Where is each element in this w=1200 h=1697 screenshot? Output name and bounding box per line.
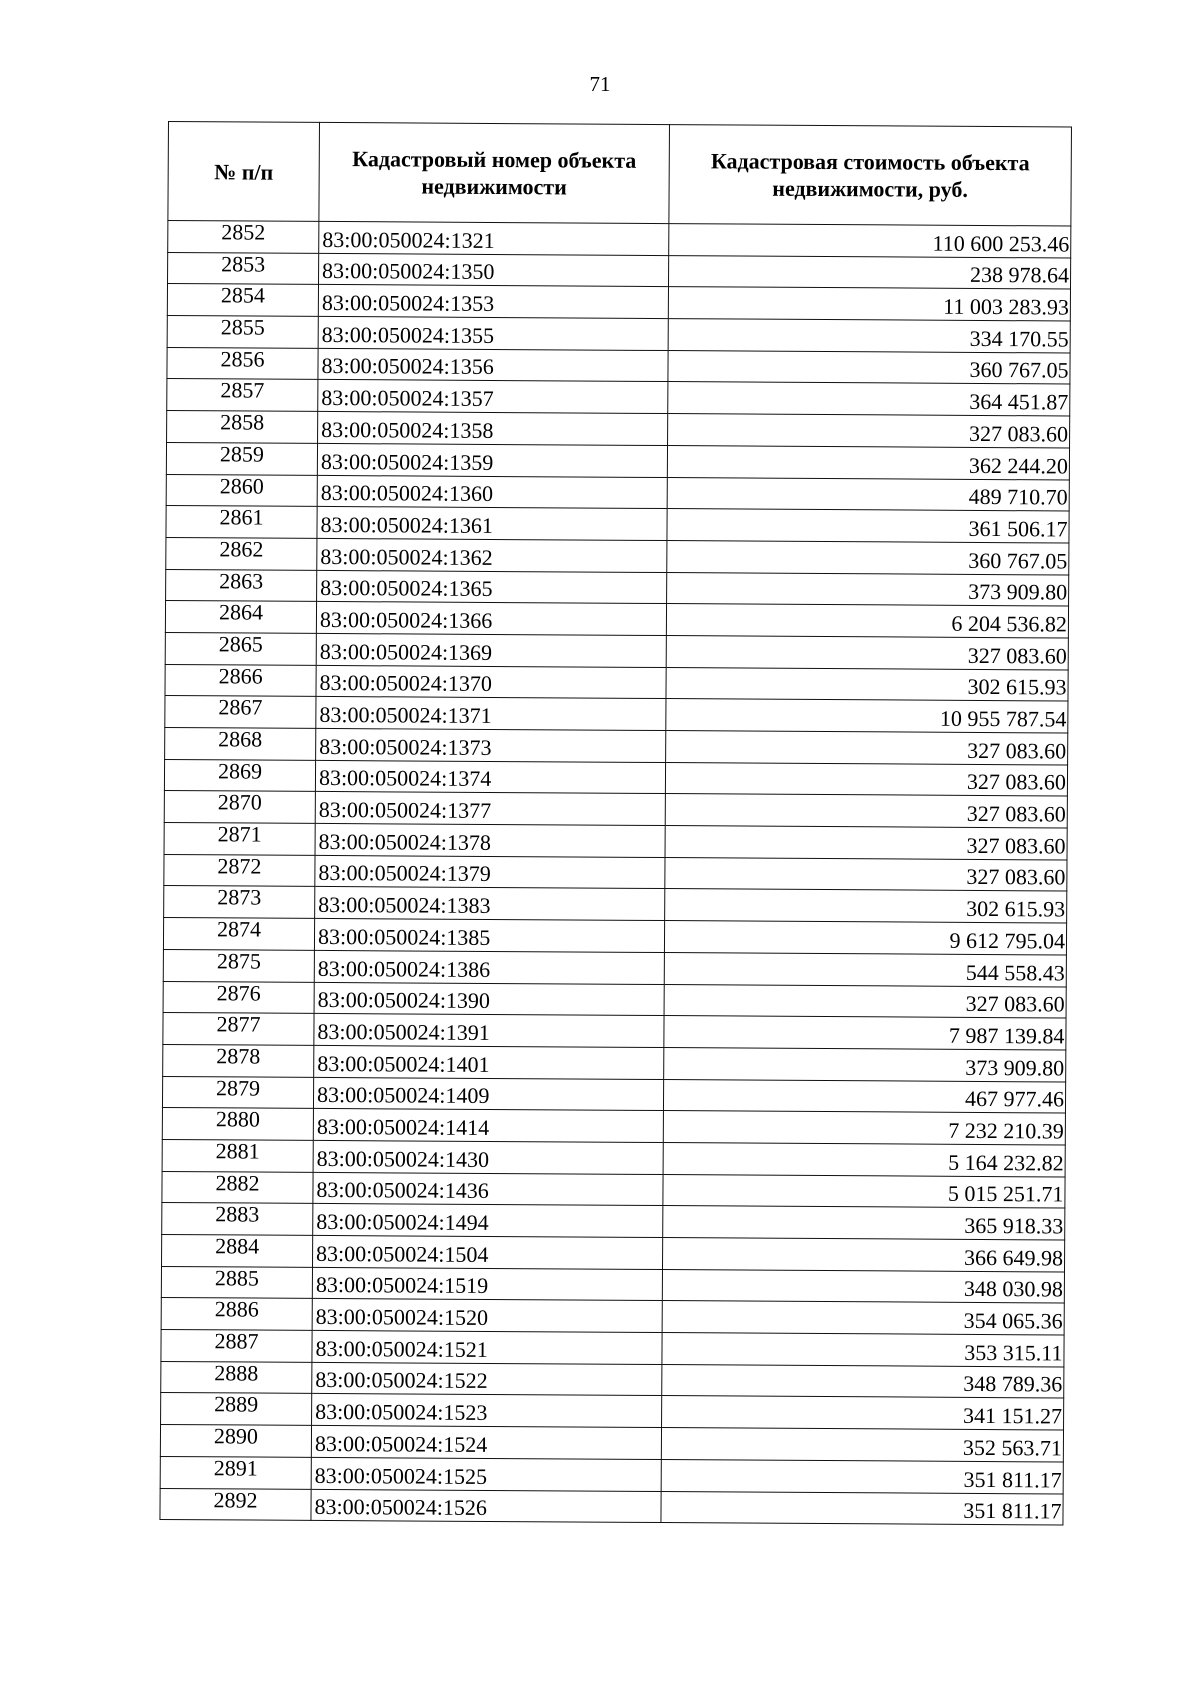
row-number-cell: 2854 [167, 284, 318, 317]
cadastral-number-cell: 83:00:050024:1525 [311, 1457, 661, 1491]
cadastral-value-cell: 352 563.71 [661, 1428, 1063, 1462]
row-number-cell: 2885 [161, 1266, 312, 1299]
row-number-cell: 2869 [164, 759, 315, 792]
row-number-cell: 2883 [162, 1203, 313, 1236]
cadastral-number-cell: 83:00:050024:1379 [315, 855, 665, 889]
cadastral-number-cell: 83:00:050024:1430 [313, 1140, 663, 1174]
cadastral-value-cell: 327 083.60 [665, 826, 1067, 860]
cadastral-value-cell: 327 083.60 [666, 731, 1068, 765]
row-number-cell: 2853 [168, 252, 319, 285]
row-number-cell: 2852 [168, 221, 319, 254]
row-number-cell: 2856 [167, 347, 318, 380]
cadastral-number-cell: 83:00:050024:1401 [314, 1045, 664, 1079]
cadastral-value-cell: 334 170.55 [668, 319, 1070, 353]
cadastral-number-cell: 83:00:050024:1358 [318, 412, 668, 446]
row-number-cell: 2860 [166, 474, 317, 507]
cadastral-number-cell: 83:00:050024:1359 [317, 443, 667, 477]
cadastral-number-cell: 83:00:050024:1362 [317, 538, 667, 572]
cadastral-number-cell: 83:00:050024:1386 [314, 950, 664, 984]
row-number-cell: 2875 [163, 949, 314, 982]
row-number-cell: 2877 [163, 1013, 314, 1046]
row-number-cell: 2891 [160, 1456, 311, 1489]
cadastral-number-cell: 83:00:050024:1374 [315, 760, 665, 794]
header-cadastral-value: Кадастровая стоимость объекта недвижимости, руб. [669, 125, 1072, 226]
cadastral-value-cell: 467 977.46 [663, 1079, 1065, 1113]
cadastral-value-cell: 327 083.60 [665, 857, 1067, 891]
cadastral-number-cell: 83:00:050024:1357 [318, 380, 668, 414]
row-number-cell: 2880 [162, 1108, 313, 1141]
row-number-cell: 2876 [163, 981, 314, 1014]
cadastral-number-cell: 83:00:050024:1378 [315, 823, 665, 857]
cadastral-value-cell: 353 315.11 [662, 1333, 1064, 1367]
cadastral-number-cell: 83:00:050024:1369 [316, 633, 666, 667]
cadastral-value-cell: 327 083.60 [665, 794, 1067, 828]
cadastral-number-cell: 83:00:050024:1523 [312, 1394, 662, 1428]
row-number-cell: 2866 [165, 664, 316, 697]
cadastral-number-cell: 83:00:050024:1520 [312, 1299, 662, 1333]
row-number-cell: 2858 [167, 411, 318, 444]
table-header [168, 122, 1072, 227]
table-row [160, 1488, 1063, 1525]
row-number-cell: 2863 [166, 569, 317, 602]
cadastral-value-cell: 302 615.93 [666, 667, 1068, 701]
row-number-cell: 2859 [166, 442, 317, 475]
cadastral-value-cell: 5 164 232.82 [663, 1142, 1065, 1176]
cadastral-value-cell: 351 811.17 [661, 1459, 1063, 1493]
row-number-cell: 2862 [166, 537, 317, 570]
cadastral-value-cell: 327 083.60 [668, 414, 1070, 448]
cadastral-value-cell: 362 244.20 [667, 445, 1069, 479]
cadastral-value-cell: 7 987 139.84 [664, 1016, 1066, 1050]
cadastral-value-cell: 11 003 283.93 [668, 287, 1070, 321]
cadastral-number-cell: 83:00:050024:1436 [313, 1172, 663, 1206]
cadastral-value-cell: 360 767.05 [667, 540, 1069, 574]
row-number-cell: 2857 [167, 379, 318, 412]
cadastral-number-cell: 83:00:050024:1519 [312, 1267, 662, 1301]
row-number-cell: 2879 [162, 1076, 313, 1109]
row-number-cell: 2870 [164, 791, 315, 824]
header-row-number: № п/п [168, 122, 320, 222]
cadastral-number-cell: 83:00:050024:1385 [314, 919, 664, 953]
row-number-cell: 2874 [163, 918, 314, 951]
cadastral-number-cell: 83:00:050024:1350 [319, 253, 669, 287]
cadastral-value-cell: 327 083.60 [664, 984, 1066, 1018]
cadastral-number-cell: 83:00:050024:1524 [311, 1426, 661, 1460]
row-number-cell: 2865 [165, 632, 316, 665]
cadastral-value-cell: 327 083.60 [666, 635, 1068, 669]
row-number-cell: 2872 [164, 854, 315, 887]
cadastral-value-cell: 354 065.36 [662, 1301, 1064, 1335]
cadastral-number-cell: 83:00:050024:1494 [313, 1204, 663, 1238]
cadastral-number-cell: 83:00:050024:1383 [315, 887, 665, 921]
cadastral-value-cell: 348 789.36 [662, 1364, 1064, 1398]
cadastral-value-cell: 348 030.98 [662, 1269, 1064, 1303]
cadastral-value-cell: 6 204 536.82 [666, 604, 1068, 638]
header-cadastral-number: Кадастровый номер объекта недвижимости [319, 122, 670, 223]
cadastral-value-cell: 373 909.80 [667, 572, 1069, 606]
cadastral-value-cell: 238 978.64 [668, 255, 1070, 289]
cadastral-value-table [159, 121, 1072, 1526]
table-body [160, 221, 1071, 1526]
cadastral-number-cell: 83:00:050024:1391 [314, 1014, 664, 1048]
row-number-cell: 2881 [162, 1139, 313, 1172]
cadastral-number-cell: 83:00:050024:1522 [312, 1362, 662, 1396]
cadastral-number-cell: 83:00:050024:1526 [311, 1489, 661, 1523]
row-number-cell: 2871 [164, 823, 315, 856]
cadastral-number-cell: 83:00:050024:1409 [313, 1077, 663, 1111]
cadastral-value-cell: 110 600 253.46 [669, 224, 1071, 258]
row-number-cell: 2887 [161, 1330, 312, 1363]
cadastral-number-cell: 83:00:050024:1321 [319, 221, 669, 255]
cadastral-number-cell: 83:00:050024:1366 [316, 602, 666, 636]
cadastral-value-cell: 10 955 787.54 [666, 699, 1068, 733]
row-number-cell: 2892 [160, 1488, 311, 1521]
row-number-cell: 2888 [161, 1361, 312, 1394]
cadastral-number-cell: 83:00:050024:1361 [317, 507, 667, 541]
cadastral-value-cell: 302 615.93 [665, 889, 1067, 923]
cadastral-number-cell: 83:00:050024:1353 [318, 285, 668, 319]
cadastral-number-cell: 83:00:050024:1414 [313, 1109, 663, 1143]
row-number-cell: 2882 [162, 1171, 313, 1204]
row-number-cell: 2873 [164, 886, 315, 919]
cadastral-number-cell: 83:00:050024:1373 [316, 728, 666, 762]
row-number-cell: 2884 [162, 1234, 313, 1267]
cadastral-value-cell: 365 918.33 [663, 1206, 1065, 1240]
cadastral-number-cell: 83:00:050024:1390 [314, 982, 664, 1016]
cadastral-number-cell: 83:00:050024:1360 [317, 475, 667, 509]
cadastral-value-cell: 489 710.70 [667, 477, 1069, 511]
row-number-cell: 2855 [167, 316, 318, 349]
row-number-cell: 2861 [166, 506, 317, 539]
cadastral-number-cell: 83:00:050024:1504 [313, 1235, 663, 1269]
cadastral-number-cell: 83:00:050024:1365 [317, 570, 667, 604]
cadastral-value-cell: 364 451.87 [668, 382, 1070, 416]
cadastral-value-cell: 544 558.43 [664, 952, 1066, 986]
cadastral-value-cell: 9 612 795.04 [664, 921, 1066, 955]
row-number-cell: 2890 [160, 1425, 311, 1458]
page-number: 71 [589, 72, 611, 96]
cadastral-value-cell: 327 083.60 [665, 762, 1067, 796]
row-number-cell: 2889 [161, 1393, 312, 1426]
cadastral-number-cell: 83:00:050024:1371 [316, 697, 666, 731]
cadastral-value-cell: 351 811.17 [661, 1491, 1063, 1525]
row-number-cell: 2867 [165, 696, 316, 729]
cadastral-value-cell: 373 909.80 [664, 1047, 1066, 1081]
cadastral-value-cell: 7 232 210.39 [663, 1111, 1065, 1145]
cadastral-number-cell: 83:00:050024:1521 [312, 1330, 662, 1364]
cadastral-number-cell: 83:00:050024:1370 [316, 665, 666, 699]
cadastral-value-cell: 341 151.27 [662, 1396, 1064, 1430]
row-number-cell: 2886 [161, 1298, 312, 1331]
header-row [168, 122, 1072, 227]
cadastral-value-cell: 360 767.05 [668, 350, 1070, 384]
cadastral-number-cell: 83:00:050024:1356 [318, 348, 668, 382]
row-number-cell: 2878 [163, 1044, 314, 1077]
cadastral-number-cell: 83:00:050024:1377 [315, 792, 665, 826]
cadastral-number-cell: 83:00:050024:1355 [318, 316, 668, 350]
row-number-cell: 2868 [165, 727, 316, 760]
cadastral-value-cell: 361 506.17 [667, 509, 1069, 543]
row-number-cell: 2864 [165, 601, 316, 634]
cadastral-value-cell: 5 015 251.71 [663, 1174, 1065, 1208]
cadastral-value-cell: 366 649.98 [662, 1238, 1064, 1272]
